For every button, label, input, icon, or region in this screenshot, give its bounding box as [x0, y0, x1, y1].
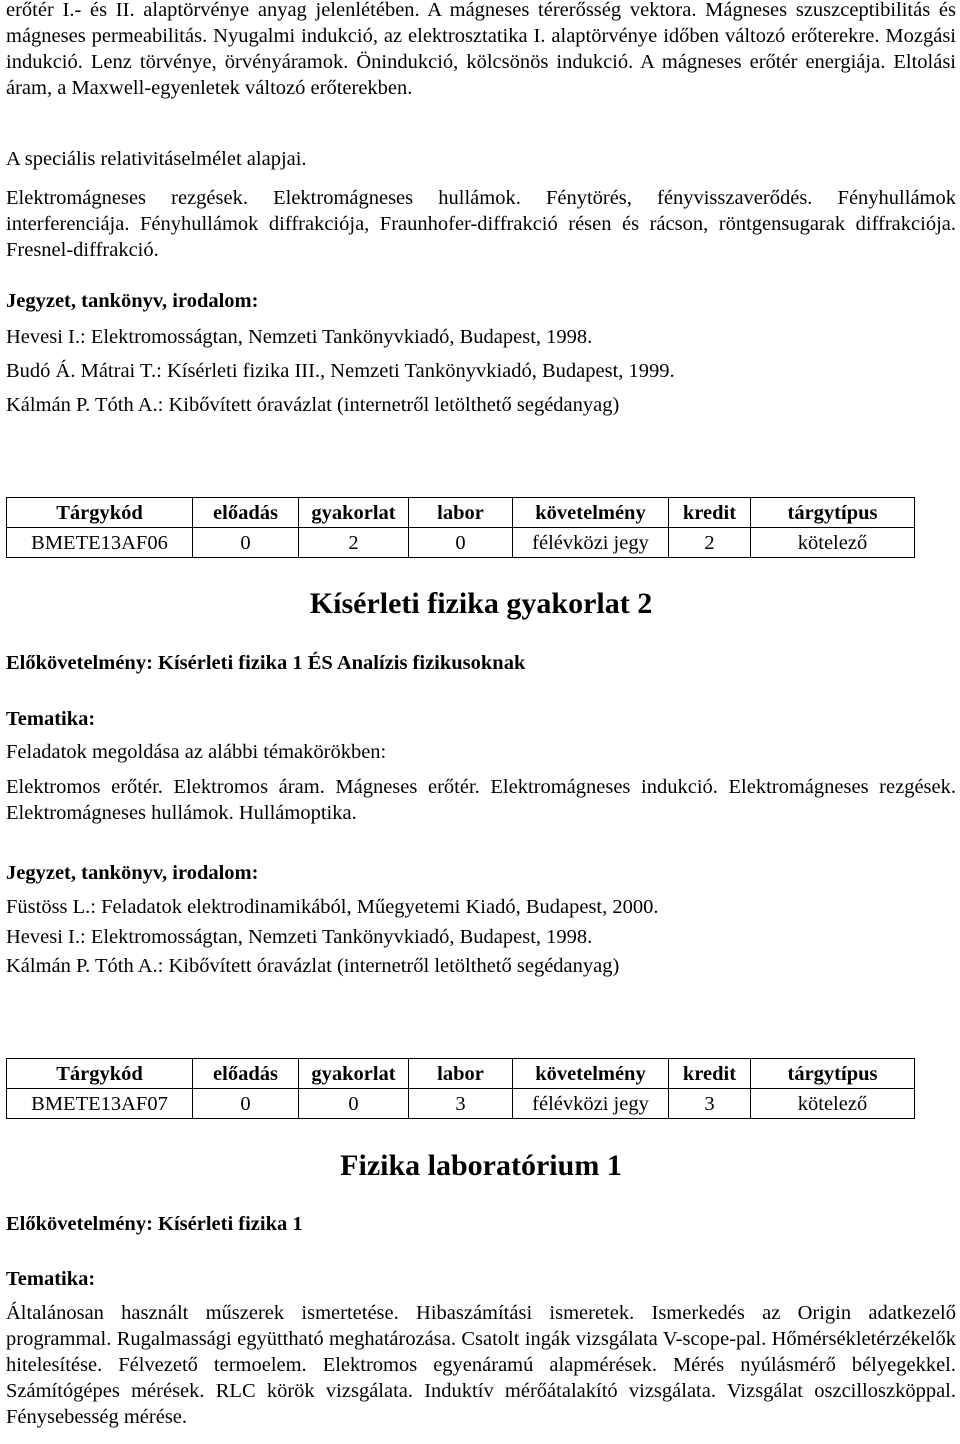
table-cell: félévközi jegy — [513, 528, 669, 558]
table-cell: kötelező — [751, 1089, 915, 1119]
course3-title: Fizika laboratórium 1 — [340, 1149, 622, 1182]
header-cell: előadás — [193, 1059, 299, 1089]
table-cell: 3 — [669, 1089, 751, 1119]
table-cell: 2 — [299, 528, 409, 558]
course3-topics-heading: Tematika: — [6, 1268, 96, 1290]
table-header-row — [7, 498, 915, 528]
course2-topics-heading: Tematika: — [6, 708, 96, 730]
header-cell: tárgytípus — [751, 498, 915, 528]
course1-literature-item: Budó Á. Mátrai T.: Kísérleti fizika III., Nemzeti Tankönyvkiadó, Budapest, 1999. — [6, 360, 675, 382]
table-row — [7, 528, 915, 558]
header-cell: Tárgykód — [7, 1059, 193, 1089]
table-cell: 0 — [409, 528, 513, 558]
course1-literature-item: Hevesi I.: Elektromosságtan, Nemzeti Tankönyvkiadó, Budapest, 1998. — [6, 326, 593, 348]
header-cell: követelmény — [513, 498, 669, 528]
table-cell: kötelező — [751, 528, 915, 558]
course1-topics-paragraph-2: A speciális relativitáselmélet alapjai. — [6, 148, 307, 170]
course2-prerequisite: Előkövetelmény: Kísérleti fizika 1 ÉS Analízis fizikusoknak — [6, 652, 526, 674]
course3-prerequisite: Előkövetelmény: Kísérleti fizika 1 — [6, 1213, 303, 1235]
course-code-cell: BMETE13AF07 — [7, 1089, 193, 1119]
header-cell: gyakorlat — [299, 498, 409, 528]
course-code-cell: BMETE13AF06 — [7, 528, 193, 558]
header-cell: labor — [409, 498, 513, 528]
header-cell: Tárgykód — [7, 498, 193, 528]
course3-topics: Általánosan használt műszerek ismertetése. Hibaszámítási ismeretek. Ismerkedés az Origin adatkezelő programmal. Rugalmassági együttható meghatározása. Csatolt ingák vizsgálata V-scope-pal. Hőmérsékletérzékelők hitelesítése. Félvezető termoelem. Elektromos egyenáramú alapmérések. Mérés nyúlásmérő bélyegekkel. Számítógépes mérések. RLC körök vizsgálata. Induktív mérőátalakító vizsgálata. Vizsgálat oszcilloszköppal. Fénysebesség mérése. — [6, 1302, 956, 1428]
course2-title: Kísérleti fizika gyakorlat 2 — [309, 587, 653, 620]
header-cell: előadás — [193, 498, 299, 528]
course1-topics-paragraph-3: Elektromágneses rezgések. Elektromágneses hullámok. Fénytörés, fényvisszaverődés. Fényhullámok interferenciája. Fényhullámok diffrakciója, Fraunhofer-diffrakció résen és rácson, röntgensugarak diffrakciója. Fresnel-diffrakció. — [6, 187, 956, 261]
course1-literature-heading: Jegyzet, tankönyv, irodalom: — [6, 290, 259, 312]
course2-topics-intro: Feladatok megoldása az alábbi témakörökben: — [6, 741, 387, 763]
table-row — [7, 1089, 915, 1119]
course1-literature-item: Kálmán P. Tóth A.: Kibővített óravázlat (internetről letölthető segédanyag) — [6, 394, 620, 416]
header-cell: követelmény — [513, 1059, 669, 1089]
table-cell: 0 — [193, 1089, 299, 1119]
course2-literature-heading: Jegyzet, tankönyv, irodalom: — [6, 862, 259, 884]
table-cell: 0 — [193, 528, 299, 558]
header-cell: labor — [409, 1059, 513, 1089]
table-cell: 0 — [299, 1089, 409, 1119]
course2-topics: Elektromos erőtér. Elektromos áram. Mágneses erőtér. Elektromágneses indukció. Elektromágneses rezgések. Elektromágneses hullámok. Hullámoptika. — [6, 776, 956, 824]
course2-literature-item: Füstöss L.: Feladatok elektrodinamikából, Műegyetemi Kiadó, Budapest, 2000. — [6, 896, 659, 918]
header-cell: kredit — [669, 1059, 751, 1089]
header-cell: tárgytípus — [751, 1059, 915, 1089]
course1-topics-paragraph-1: erőtér I.- és II. alaptörvénye anyag jelenlétében. A mágneses térerősség vektora. Mágneses szuszceptibilitás és mágneses permeabilitás. Nyugalmi indukció, az elektrosztatika I. alaptörvénye időben változó erőterekre. Mozgási indukció. Lenz törvénye, örvényáramok. Önindukció, kölcsönös indukció. A mágneses erőtér energiája. Eltolási áram, a Maxwell-egyenletek változó erőterekben. — [6, 0, 956, 99]
header-cell: kredit — [669, 498, 751, 528]
course2-info-table — [6, 497, 915, 558]
course2-literature-item: Kálmán P. Tóth A.: Kibővített óravázlat (internetről letölthető segédanyag) — [6, 955, 620, 977]
header-cell: gyakorlat — [299, 1059, 409, 1089]
table-header-row — [7, 1059, 915, 1089]
table-cell: 2 — [669, 528, 751, 558]
table-cell: 3 — [409, 1089, 513, 1119]
table-cell: félévközi jegy — [513, 1089, 669, 1119]
course3-info-table — [6, 1058, 915, 1119]
course2-literature-item: Hevesi I.: Elektromosságtan, Nemzeti Tankönyvkiadó, Budapest, 1998. — [6, 926, 593, 948]
